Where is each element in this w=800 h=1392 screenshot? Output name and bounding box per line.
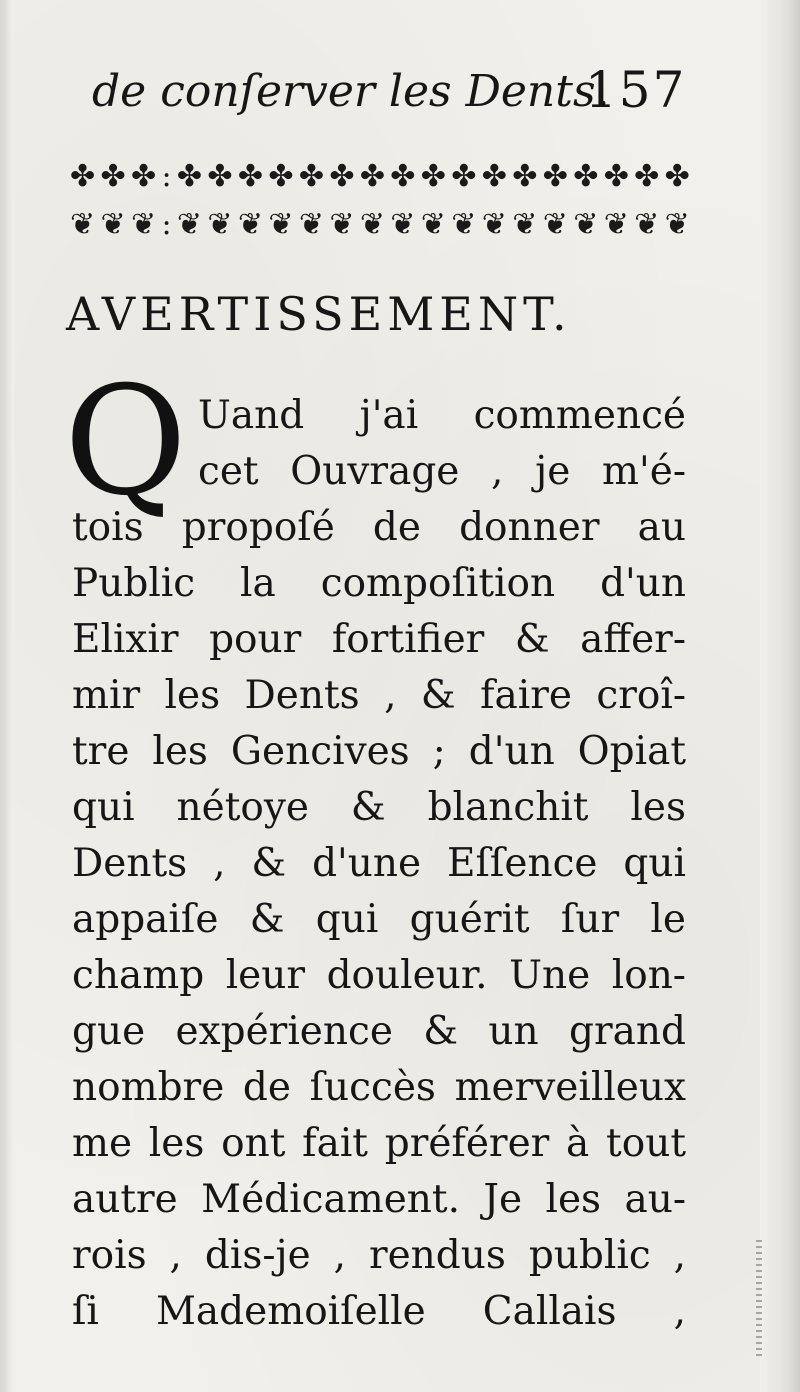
ornament-glyph: ✤: [298, 159, 324, 194]
ornament-glyph: ✤: [634, 159, 660, 194]
page-number: 157: [585, 61, 687, 119]
ornament-glyph: ✤: [268, 159, 294, 194]
ornament-glyph: ✤: [390, 159, 416, 194]
ornament-row-bottom: [70, 208, 690, 242]
body-line: Elixir pour fortifier & affer-: [72, 617, 686, 662]
ornament-glyph: ✤: [420, 159, 446, 194]
body-line: autre Médicament. Je les au-: [72, 1177, 686, 1222]
body-line: ſi Mademoiſelle Callais ,: [72, 1289, 686, 1334]
ornament-glyph: ❦: [298, 207, 324, 242]
ornament-glyph: ✤: [176, 159, 203, 194]
ornament-glyph: ✤: [664, 159, 690, 194]
ornament-glyph: :: [161, 207, 172, 242]
ornament-glyph: ✤: [512, 159, 538, 194]
ornament-glyph: ✤: [481, 159, 507, 194]
ornament-glyph: ❦: [100, 207, 126, 242]
ornament-glyph: ❦: [237, 207, 264, 242]
ornament-glyph: ✤: [329, 159, 355, 194]
body-line: champ leur douleur. Une lon-: [72, 953, 686, 998]
ornament-glyph: ❦: [573, 207, 599, 242]
body-line: me les ont fait préférer à tout: [72, 1121, 686, 1166]
ornament-glyph: ❦: [420, 207, 446, 242]
ornament-glyph: :: [161, 159, 172, 194]
ornament-glyph: ❦: [268, 207, 294, 242]
ornament-glyph: ✤: [359, 159, 385, 194]
drop-cap: Q: [64, 355, 187, 529]
ornament-glyph: ❦: [542, 207, 568, 242]
ornament-glyph: ❦: [130, 207, 157, 242]
ornament-glyph: ❦: [359, 207, 385, 242]
ornament-glyph: ❦: [634, 207, 660, 242]
body-line: rois , dis-je , rendus public ,: [72, 1233, 686, 1278]
ornament-glyph: ❦: [390, 207, 416, 242]
edge-marks: [756, 1240, 762, 1360]
ornament-glyph: ❦: [664, 207, 690, 242]
body-line: Dents , & d'une Eſſence qui: [72, 841, 686, 886]
ornament-glyph: ✤: [130, 159, 157, 194]
ornament-glyph: ❦: [603, 207, 629, 242]
ornament-glyph: ❦: [512, 207, 538, 242]
ornament-glyph: ❦: [207, 207, 233, 242]
ornament-glyph: ✤: [70, 159, 96, 194]
body-line: tre les Gencives ; d'un Opiat: [72, 729, 686, 774]
ornament-glyph: ❦: [70, 207, 96, 242]
running-head-title: de conſerver les Dents.: [92, 66, 610, 117]
ornament-glyph: ✤: [451, 159, 477, 194]
ornament-row-top: [70, 160, 690, 194]
ornament-glyph: ✤: [100, 159, 126, 194]
ornament-glyph: ✤: [573, 159, 599, 194]
body-line: appaiſe & qui guérit ſur le: [72, 897, 686, 942]
body-line: nombre de ſuccès merveilleux: [72, 1065, 686, 1110]
ornament-glyph: ✤: [207, 159, 233, 194]
body-line: tois propoſé de donner au: [72, 505, 686, 550]
body-line: qui nétoye & blanchit les: [72, 785, 686, 830]
body-line: Uand j'ai commencé: [198, 393, 686, 438]
ornament-glyph: ✤: [237, 159, 264, 194]
body-line: cet Ouvrage , je m'é-: [198, 449, 686, 494]
page-right-edge-shadow: [760, 0, 800, 1392]
ornament-glyph: ✤: [542, 159, 568, 194]
page-left-edge-shadow: [0, 0, 14, 1392]
ornament-glyph: ❦: [481, 207, 507, 242]
ornament-glyph: ✤: [603, 159, 629, 194]
section-heading: AVERTISSEMENT.: [66, 287, 572, 341]
ornament-glyph: ❦: [451, 207, 477, 242]
ornament-glyph: ❦: [329, 207, 355, 242]
body-line: gue expérience & un grand: [72, 1009, 686, 1054]
body-line: mir les Dents , & faire croî-: [72, 673, 686, 718]
ornament-glyph: ❦: [176, 207, 203, 242]
body-line: Public la compoſition d'un: [72, 561, 686, 606]
